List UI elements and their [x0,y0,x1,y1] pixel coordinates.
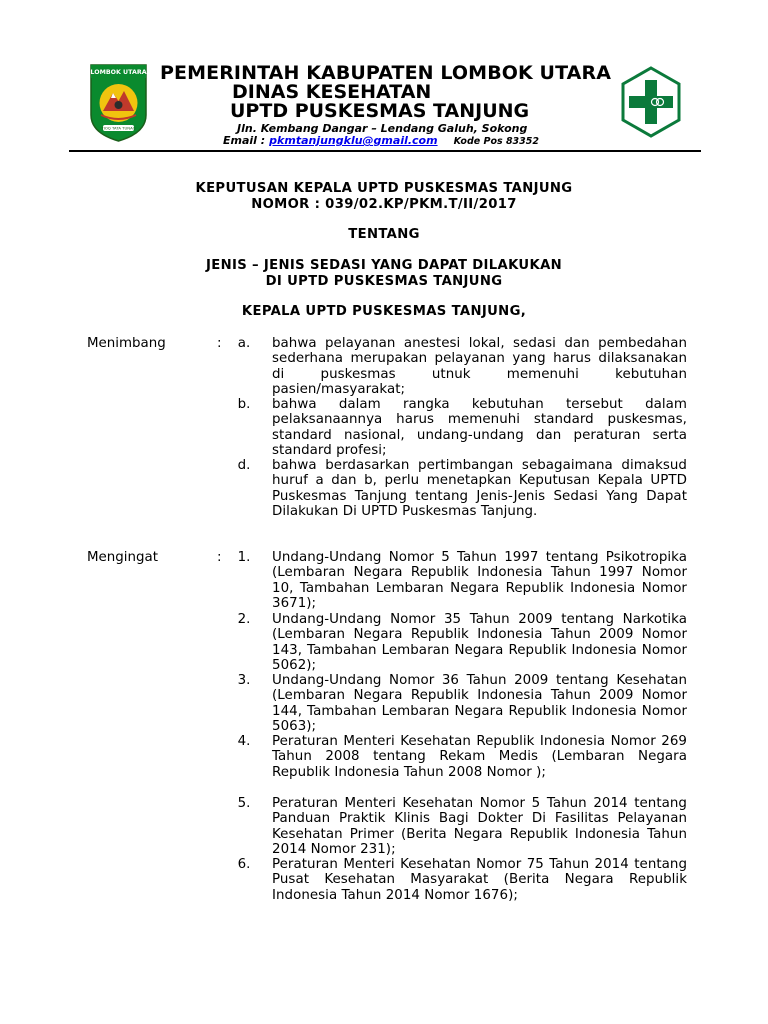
mengingat-marker: 1. [237,550,251,565]
institution-name: UPTD PUSKESMAS TANJUNG [230,100,530,122]
institution-address: Jln. Kembang Dangar – Lendang Galuh, Sokong [237,122,528,135]
mengingat-colon: : [217,550,222,565]
emblem-motto-text: TIOQ TATA TUNAQ [101,125,136,131]
menimbang-item: bahwa dalam rangka kebutuhan tersebut dalam pelaksanaannya harus memenuhi standard puskesmas, standard nasional, undang-undang dan peraturan serta standard profesi; [272,397,687,458]
lombok-utara-emblem [89,63,148,143]
email-label: Email : [223,134,266,147]
mengingat-marker: 4. [237,734,251,749]
menimbang-item: bahwa berdasarkan pertimbangan sebagaimana dimaksud huruf a dan b, perlu menetapkan Keputusan Kepala UPTD Puskesmas Tanjung tentang Jenis-Jenis Sedasi Yang Dapat Dilakukan Di UPTD Puskesmas Tanjung. [272,458,687,519]
mengingat-item: Undang-Undang Nomor 35 Tahun 2009 tentang Narkotika (Lembaran Negara Republik Indonesia Tahun 2009 Nomor 143, Tambahan Lembaran Negara Republik Indonesia Nomor 5062); [272,612,687,673]
email-link[interactable]: pkmtanjungklu@gmail.com [269,134,438,147]
mengingat-marker: 6. [237,857,251,872]
postal-code: Kode Pos 83352 [453,136,539,147]
menimbang-label: Menimbang [87,336,166,351]
decree-number: NOMOR : 039/02.KP/PKM.T/II/2017 [251,197,517,212]
department-name: DINAS KESEHATAN [232,81,432,103]
letterhead-divider [69,150,701,152]
mengingat-item: Undang-Undang Nomor 36 Tahun 2009 tentang Kesehatan (Lembaran Negara Republik Indonesia Tahun 2009 Nomor 144, Tambahan Lembaran Negara Republik Indonesia Nomor 5063); [272,673,687,734]
mengingat-marker: 5. [237,796,251,811]
mengingat-item: Peraturan Menteri Kesehatan Nomor 75 Tahun 2014 tentang Pusat Kesehatan Masyarakat (Berita Negara Republik Indonesia Tahun 2014 Nomor 1676); [272,857,687,903]
emblem-top-text: LOMBOK UTARA [90,69,147,76]
menimbang-item: bahwa pelayanan anestesi lokal, sedasi dan pembedahan sederhana merupakan pelayanan yang harus dilaksanakan di puskesmas utnuk memenuhi kebutuhan pasien/masyarakat; [272,336,687,397]
decree-title: KEPUTUSAN KEPALA UPTD PUSKESMAS TANJUNG [195,181,573,196]
mengingat-item: Peraturan Menteri Kesehatan Nomor 5 Tahun 2014 tentang Panduan Praktik Klinis Bagi Dokter Di Fasilitas Pelayanan Kesehatan Primer (Berita Negara Republik Indonesia Tahun 2014 Nomor 231); [272,796,687,857]
subject-line-1: JENIS – JENIS SEDASI YANG DAPAT DILAKUKAN [205,258,563,273]
mengingat-marker: 2. [237,612,251,627]
subject-line-2: DI UPTD PUSKESMAS TANJUNG [265,274,503,289]
mengingat-item: Peraturan Menteri Kesehatan Republik Indonesia Nomor 269 Tahun 2008 tentang Rekam Medis (Lembaran Negara Republik Indonesia Tahun 2008 Nomor ); [272,734,687,780]
government-name: PEMERINTAH KABUPATEN LOMBOK UTARA [160,62,612,84]
puskesmas-logo-icon [620,66,682,138]
contact-line [223,134,539,147]
menimbang-marker: a. [237,336,251,351]
official-title: KEPALA UPTD PUSKESMAS TANJUNG, [241,304,527,319]
menimbang-colon: : [217,336,222,351]
mengingat-item: Undang-Undang Nomor 5 Tahun 1997 tentang Psikotropika (Lembaran Negara Republik Indonesia Tahun 1997 Nomor 10, Tambahan Lembaran Negara Republik Indonesia Nomor 3671); [272,550,687,611]
menimbang-marker: d. [237,458,251,473]
menimbang-marker: b. [237,397,251,412]
tentang-heading: TENTANG [348,227,420,242]
mengingat-marker: 3. [237,673,251,688]
mengingat-label: Mengingat [87,550,158,565]
